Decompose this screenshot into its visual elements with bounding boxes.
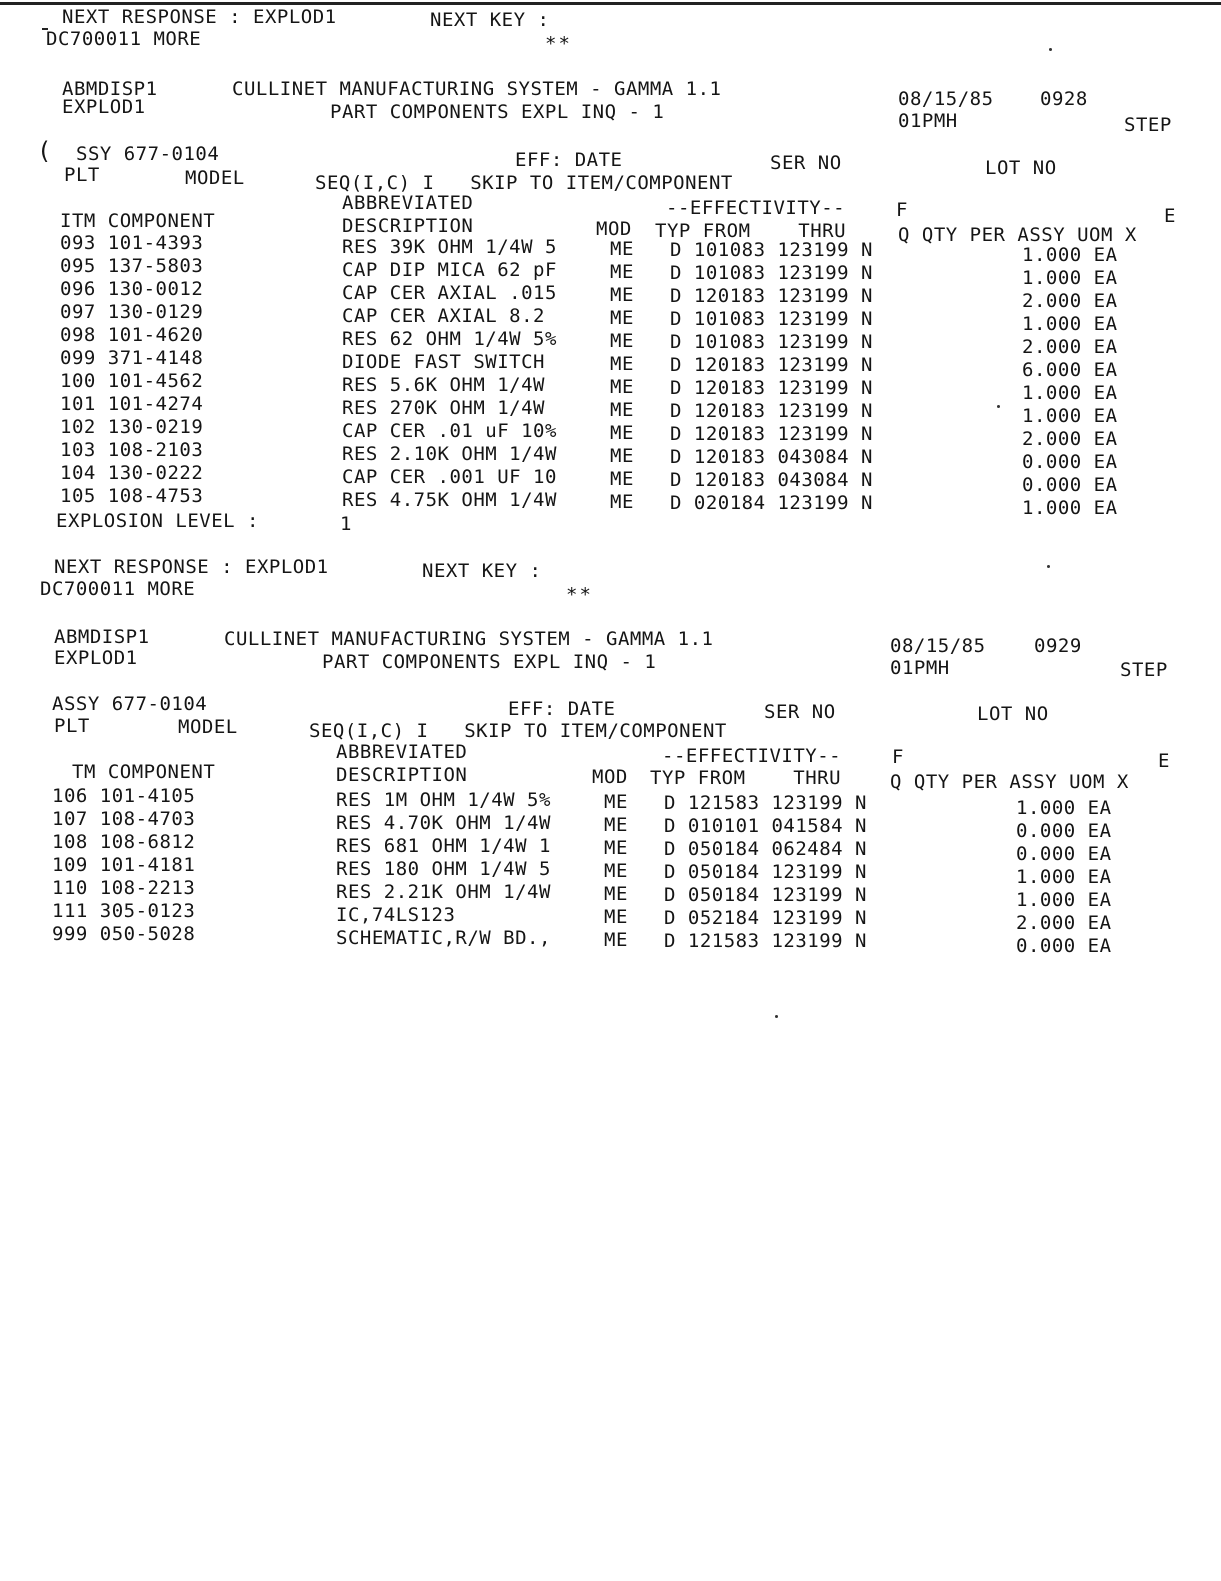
row-qty-uom: 1.000 EA	[1022, 267, 1118, 289]
row-item-component: 107 108-4703	[52, 808, 196, 830]
row-item-component: 096 130-0012	[60, 278, 204, 300]
row-mod: ME	[604, 860, 628, 882]
header-f: F	[896, 199, 908, 221]
eff-date-label: EFF: DATE	[515, 149, 623, 171]
row-description: RES 2.10K OHM 1/4W	[342, 443, 557, 465]
row-item-component: 102 130-0219	[60, 416, 204, 438]
handwritten-mark: (	[37, 137, 52, 165]
row-effectivity-dates: D 121583 123199 N	[664, 792, 867, 814]
row-item-component: 103 108-2103	[60, 439, 204, 461]
row-effectivity-dates: D 120183 043084 N	[670, 446, 873, 468]
header-f: F	[892, 746, 904, 768]
row-description: CAP DIP MICA 62 pF	[342, 259, 557, 281]
row-qty-uom: 2.000 EA	[1022, 336, 1118, 358]
row-mod: ME	[610, 376, 634, 398]
row-effectivity-dates: D 050184 123199 N	[664, 884, 867, 906]
header-e: E	[1164, 205, 1176, 227]
row-item-component: 105 108-4753	[60, 485, 204, 507]
row-effectivity-dates: D 050184 062484 N	[664, 838, 867, 860]
row-description: IC,74LS123	[336, 904, 456, 926]
row-qty-uom: 1.000 EA	[1022, 405, 1118, 427]
row-item-component: 099 371-4148	[60, 347, 204, 369]
row-effectivity-dates: D 101083 123199 N	[670, 331, 873, 353]
row-qty-uom: 2.000 EA	[1016, 912, 1112, 934]
row-item-component: 095 137-5803	[60, 255, 204, 277]
row-item-component: 109 101-4181	[52, 854, 196, 876]
lot-no-label: LOT NO	[985, 157, 1057, 179]
terminal-id: 01PMH	[898, 110, 958, 132]
row-effectivity-dates: D 010101 041584 N	[664, 815, 867, 837]
row-effectivity-dates: D 050184 123199 N	[664, 861, 867, 883]
row-description: RES 62 OHM 1/4W 5%	[342, 328, 557, 350]
row-item-component: 999 050-5028	[52, 923, 196, 945]
row-description: SCHEMATIC,R/W BD.,	[336, 927, 551, 949]
row-qty-uom: 1.000 EA	[1022, 382, 1118, 404]
row-qty-uom: 0.000 EA	[1016, 820, 1112, 842]
row-item-component: 104 130-0222	[60, 462, 204, 484]
row-effectivity-dates: D 020184 123199 N	[670, 492, 873, 514]
seq-skip-line: SEQ(I,C) I SKIP TO ITEM/COMPONENT	[309, 720, 727, 742]
next-response: NEXT RESPONSE : EXPLOD1	[62, 6, 337, 28]
program-id: ABMDISP1	[62, 78, 158, 100]
header-item-component: ITM COMPONENT	[60, 210, 216, 232]
header-abbreviated: ABBREVIATED	[336, 741, 468, 763]
row-qty-uom: 1.000 EA	[1016, 889, 1112, 911]
row-effectivity-dates: D 052184 123199 N	[664, 907, 867, 929]
top-rule	[0, 2, 1221, 5]
row-mod: ME	[610, 353, 634, 375]
lot-no-label: LOT NO	[977, 703, 1049, 725]
speck	[775, 1015, 778, 1018]
step-label: STEP	[1120, 659, 1168, 681]
row-mod: ME	[604, 929, 628, 951]
row-qty-uom: 1.000 EA	[1022, 497, 1118, 519]
row-description: RES 180 OHM 1/4W 5	[336, 858, 551, 880]
header-typ-from-thru: TYP FROM THRU	[655, 220, 847, 242]
row-mod: ME	[604, 791, 628, 813]
status-line: DC700011 MORE	[40, 578, 196, 600]
speck	[1049, 48, 1052, 51]
row-item-component: 106 101-4105	[52, 785, 196, 807]
header-effectivity: --EFFECTIVITY--	[662, 745, 842, 767]
row-qty-uom: 1.000 EA	[1016, 797, 1112, 819]
header-mod: MOD	[596, 218, 632, 240]
row-description: RES 4.75K OHM 1/4W	[342, 489, 557, 511]
row-description: CAP CER .01 uF 10%	[342, 420, 557, 442]
stars-marker: **	[566, 584, 593, 606]
header-mod: MOD	[592, 766, 628, 788]
report-date: 08/15/85	[898, 88, 994, 110]
row-description: RES 681 OHM 1/4W 1	[336, 835, 551, 857]
assembly-id: SSY 677-0104	[76, 143, 220, 165]
row-description: DIODE FAST SWITCH	[342, 351, 545, 373]
row-effectivity-dates: D 101083 123199 N	[670, 239, 873, 261]
row-description: CAP CER AXIAL 8.2	[342, 305, 545, 327]
row-mod: ME	[610, 307, 634, 329]
row-description: RES 2.21K OHM 1/4W	[336, 881, 551, 903]
row-qty-uom: 1.000 EA	[1022, 313, 1118, 335]
plant-label: PLT	[54, 715, 90, 737]
speck	[997, 405, 1000, 408]
row-qty-uom: 0.000 EA	[1016, 843, 1112, 865]
row-mod: ME	[610, 284, 634, 306]
row-mod: ME	[604, 837, 628, 859]
report-time: 0928	[1040, 88, 1088, 110]
row-item-component: 101 101-4274	[60, 393, 204, 415]
next-key: NEXT KEY :	[422, 560, 542, 582]
explosion-level-value: 1	[340, 513, 352, 535]
ser-no-label: SER NO	[770, 152, 842, 174]
row-effectivity-dates: D 121583 123199 N	[664, 930, 867, 952]
header-qty-uom: Q QTY PER ASSY UOM X	[890, 771, 1129, 793]
row-mod: ME	[610, 399, 634, 421]
row-item-component: 108 108-6812	[52, 831, 196, 853]
speck	[1047, 565, 1050, 568]
row-mod: ME	[610, 491, 634, 513]
system-title: CULLINET MANUFACTURING SYSTEM - GAMMA 1.1	[224, 628, 714, 650]
row-qty-uom: 1.000 EA	[1022, 244, 1118, 266]
row-description: RES 39K OHM 1/4W 5	[342, 236, 557, 258]
row-qty-uom: 0.000 EA	[1022, 474, 1118, 496]
inquiry-title: PART COMPONENTS EXPL INQ - 1	[322, 651, 657, 673]
next-response: NEXT RESPONSE : EXPLOD1	[54, 556, 329, 578]
row-item-component: 111 305-0123	[52, 900, 196, 922]
row-description: CAP CER .001 UF 10	[342, 466, 557, 488]
step-label: STEP	[1124, 114, 1172, 136]
row-item-component: 097 130-0129	[60, 301, 204, 323]
row-mod: ME	[610, 330, 634, 352]
report-date: 08/15/85	[890, 635, 986, 657]
header-abbreviated: ABBREVIATED	[342, 192, 474, 214]
assembly-id: ASSY 677-0104	[52, 693, 208, 715]
row-description: RES 5.6K OHM 1/4W	[342, 374, 545, 396]
row-mod: ME	[604, 814, 628, 836]
stars-marker: **	[545, 33, 572, 55]
row-description: RES 270K OHM 1/4W	[342, 397, 545, 419]
row-description: RES 1M OHM 1/4W 5%	[336, 789, 551, 811]
header-qty-uom: Q QTY PER ASSY UOM X	[898, 224, 1137, 246]
plant-label: PLT	[64, 164, 100, 186]
row-description: RES 4.70K OHM 1/4W	[336, 812, 551, 834]
row-mod: ME	[610, 468, 634, 490]
ser-no-label: SER NO	[764, 701, 836, 723]
row-effectivity-dates: D 120183 043084 N	[670, 469, 873, 491]
header-effectivity: --EFFECTIVITY--	[666, 197, 846, 219]
model-label: MODEL	[178, 716, 238, 738]
row-effectivity-dates: D 120183 123199 N	[670, 285, 873, 307]
seq-skip-line: SEQ(I,C) I SKIP TO ITEM/COMPONENT	[315, 172, 733, 194]
row-effectivity-dates: D 120183 123199 N	[670, 400, 873, 422]
map-name: EXPLOD1	[62, 96, 146, 118]
row-item-component: 093 101-4393	[60, 232, 204, 254]
row-qty-uom: 2.000 EA	[1022, 290, 1118, 312]
header-typ-from-thru: TYP FROM THRU	[650, 767, 842, 789]
report-time: 0929	[1034, 635, 1082, 657]
row-qty-uom: 0.000 EA	[1022, 451, 1118, 473]
explosion-level-label: EXPLOSION LEVEL :	[56, 510, 259, 532]
row-effectivity-dates: D 120183 123199 N	[670, 354, 873, 376]
row-mod: ME	[604, 883, 628, 905]
eff-date-label: EFF: DATE	[508, 698, 616, 720]
system-title: CULLINET MANUFACTURING SYSTEM - GAMMA 1.1	[232, 78, 722, 100]
header-e: E	[1158, 750, 1170, 772]
row-mod: ME	[610, 445, 634, 467]
row-mod: ME	[604, 906, 628, 928]
header-description: DESCRIPTION	[336, 764, 468, 786]
status-line: DC700011 MORE	[46, 28, 202, 50]
row-mod: ME	[610, 422, 634, 444]
row-effectivity-dates: D 101083 123199 N	[670, 308, 873, 330]
row-item-component: 100 101-4562	[60, 370, 204, 392]
row-qty-uom: 1.000 EA	[1016, 866, 1112, 888]
model-label: MODEL	[185, 167, 245, 189]
row-effectivity-dates: D 120183 123199 N	[670, 423, 873, 445]
next-key: NEXT KEY :	[430, 9, 550, 31]
row-description: CAP CER AXIAL .015	[342, 282, 557, 304]
row-effectivity-dates: D 120183 123199 N	[670, 377, 873, 399]
row-qty-uom: 0.000 EA	[1016, 935, 1112, 957]
header-item-component: TM COMPONENT	[72, 761, 216, 783]
header-description: DESCRIPTION	[342, 215, 474, 237]
row-qty-uom: 2.000 EA	[1022, 428, 1118, 450]
row-mod: ME	[610, 261, 634, 283]
inquiry-title: PART COMPONENTS EXPL INQ - 1	[330, 101, 665, 123]
row-qty-uom: 6.000 EA	[1022, 359, 1118, 381]
row-mod: ME	[610, 238, 634, 260]
program-id: ABMDISP1	[54, 626, 150, 648]
terminal-id: 01PMH	[890, 657, 950, 679]
map-name: EXPLOD1	[54, 647, 138, 669]
row-effectivity-dates: D 101083 123199 N	[670, 262, 873, 284]
row-item-component: 110 108-2213	[52, 877, 196, 899]
row-item-component: 098 101-4620	[60, 324, 204, 346]
